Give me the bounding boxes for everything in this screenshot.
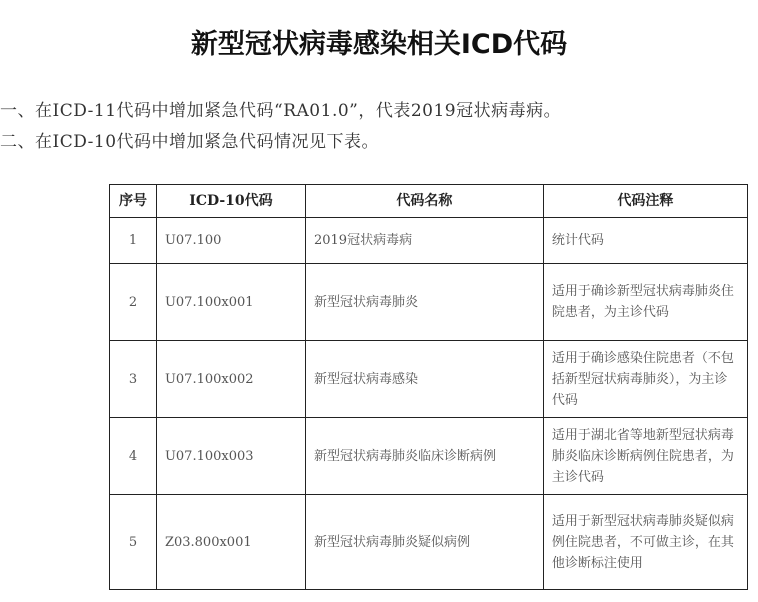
cell-no: 3	[110, 341, 157, 418]
cell-name: 新型冠状病毒感染	[305, 341, 543, 418]
cell-code: U07.100x002	[156, 341, 305, 418]
paragraph-icd11: 一、在ICD-11代码中增加紧急代码“RA01.0”，代表2019冠状病毒病。	[0, 101, 562, 121]
header-no: 序号	[110, 185, 157, 218]
cell-note: 统计代码	[543, 218, 747, 264]
cell-code: U07.100x001	[156, 264, 305, 341]
table-row	[110, 418, 748, 495]
cell-no: 5	[110, 495, 157, 590]
table-row	[110, 264, 748, 341]
table-row	[110, 218, 748, 264]
cell-note: 适用于湖北省等地新型冠状病毒肺炎临床诊断病例住院患者，为主诊代码	[543, 418, 747, 495]
cell-no: 4	[110, 418, 157, 495]
cell-name: 新型冠状病毒肺炎疑似病例	[305, 495, 543, 590]
cell-code: Z03.800x001	[156, 495, 305, 590]
cell-code: U07.100	[156, 218, 305, 264]
cell-note: 适用于新型冠状病毒肺炎疑似病例住院患者，不可做主诊，在其他诊断标注使用	[543, 495, 747, 590]
table-row	[110, 341, 748, 418]
paragraph-icd10: 二、在ICD-10代码中增加紧急代码情况见下表。	[0, 132, 380, 152]
table-row	[110, 495, 748, 590]
cell-no: 2	[110, 264, 157, 341]
header-name: 代码名称	[305, 185, 543, 218]
header-note: 代码注释	[543, 185, 747, 218]
cell-note: 适用于确诊新型冠状病毒肺炎住院患者，为主诊代码	[543, 264, 747, 341]
header-code: ICD-10代码	[156, 185, 305, 218]
page-title: 新型冠状病毒感染相关ICD代码	[190, 29, 568, 60]
cell-name: 新型冠状病毒肺炎	[305, 264, 543, 341]
cell-name: 2019冠状病毒病	[305, 218, 543, 264]
icd-code-table	[109, 184, 748, 590]
cell-name: 新型冠状病毒肺炎临床诊断病例	[305, 418, 543, 495]
cell-no: 1	[110, 218, 157, 264]
cell-code: U07.100x003	[156, 418, 305, 495]
table-header-row	[110, 185, 748, 218]
cell-note: 适用于确诊感染住院患者（不包括新型冠状病毒肺炎），为主诊代码	[543, 341, 747, 418]
